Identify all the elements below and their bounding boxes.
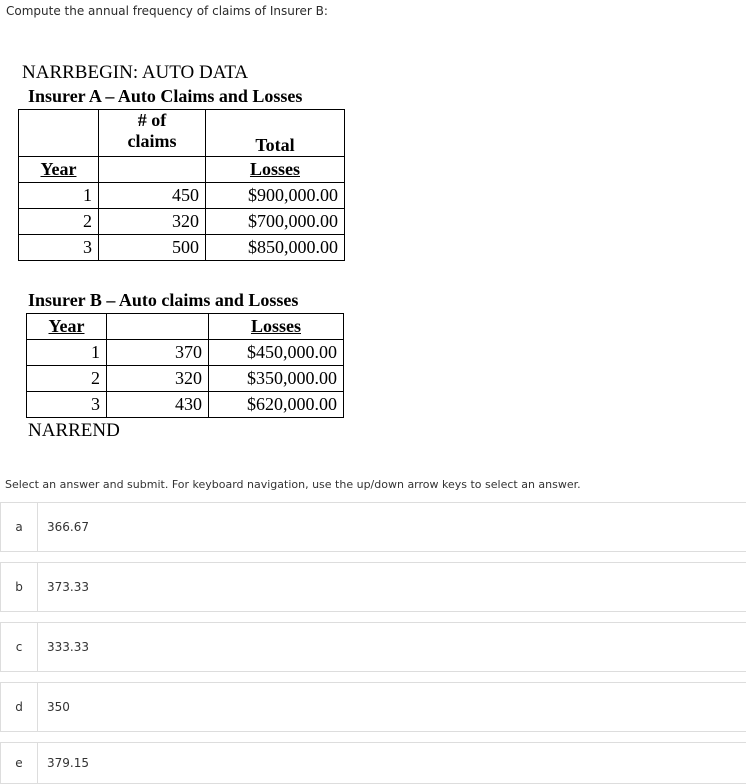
insurer-b-header-blank bbox=[107, 314, 209, 340]
narr-end-label: NARREND bbox=[28, 420, 120, 441]
answer-option-e[interactable] bbox=[0, 742, 746, 784]
option-text: 333.33 bbox=[47, 640, 89, 654]
insurer-b-header-losses: Losses bbox=[209, 314, 344, 340]
option-text: 366.67 bbox=[47, 520, 89, 534]
table-row bbox=[27, 340, 344, 366]
losses-cell: $350,000.00 bbox=[209, 366, 344, 392]
insurer-a-header-row bbox=[19, 110, 345, 157]
option-text: 373.33 bbox=[47, 580, 89, 594]
answer-option-d[interactable] bbox=[0, 682, 746, 732]
insurer-b-table bbox=[26, 313, 344, 418]
option-letter: d bbox=[1, 683, 38, 731]
insurer-a-header-claims bbox=[99, 110, 206, 157]
losses-cell: $620,000.00 bbox=[209, 392, 344, 418]
insurer-a-table bbox=[18, 109, 345, 261]
table-row bbox=[27, 366, 344, 392]
claims-cell: 370 bbox=[107, 340, 209, 366]
claims-cell: 320 bbox=[107, 366, 209, 392]
claims-cell: 450 bbox=[99, 183, 206, 209]
instructions-text: Select an answer and submit. For keyboard navigation, use the up/down arrow keys to select an answer. bbox=[5, 478, 581, 491]
claims-cell: 430 bbox=[107, 392, 209, 418]
insurer-b-caption: Insurer B – Auto claims and Losses bbox=[28, 290, 299, 310]
option-letter: c bbox=[1, 623, 38, 671]
losses-cell: $850,000.00 bbox=[206, 235, 345, 261]
year-cell: 2 bbox=[19, 209, 99, 235]
table-row bbox=[19, 209, 345, 235]
table-row bbox=[19, 183, 345, 209]
insurer-a-header-losses: Losses bbox=[206, 157, 345, 183]
year-cell: 2 bbox=[27, 366, 107, 392]
claims-cell: 500 bbox=[99, 235, 206, 261]
insurer-a-caption: Insurer A – Auto Claims and Losses bbox=[28, 86, 303, 106]
answer-option-b[interactable] bbox=[0, 562, 746, 612]
option-letter: e bbox=[1, 743, 38, 783]
insurer-a-header-total: Total bbox=[206, 110, 345, 157]
insurer-a-header-blank bbox=[19, 110, 99, 157]
answer-option-a[interactable] bbox=[0, 502, 746, 552]
question-text: Compute the annual frequency of claims of Insurer B: bbox=[6, 4, 328, 18]
option-text: 379.15 bbox=[47, 756, 89, 770]
insurer-a-subheader-blank bbox=[99, 157, 206, 183]
answer-option-c[interactable] bbox=[0, 622, 746, 672]
option-letter: a bbox=[1, 503, 38, 551]
option-text: 350 bbox=[47, 700, 70, 714]
losses-cell: $900,000.00 bbox=[206, 183, 345, 209]
insurer-a-header-year: Year bbox=[19, 157, 99, 183]
year-cell: 1 bbox=[27, 340, 107, 366]
insurer-b-header-year: Year bbox=[27, 314, 107, 340]
narr-begin-label: NARRBEGIN: AUTO DATA bbox=[22, 62, 249, 83]
year-cell: 1 bbox=[19, 183, 99, 209]
year-cell: 3 bbox=[27, 392, 107, 418]
insurer-b-header-row bbox=[27, 314, 344, 340]
insurer-a-header-claims-line1: # of bbox=[137, 110, 167, 130]
table-row bbox=[27, 392, 344, 418]
losses-cell: $700,000.00 bbox=[206, 209, 345, 235]
insurer-a-subheader-row bbox=[19, 157, 345, 183]
table-row bbox=[19, 235, 345, 261]
losses-cell: $450,000.00 bbox=[209, 340, 344, 366]
insurer-a-header-claims-line2: claims bbox=[127, 131, 177, 151]
claims-cell: 320 bbox=[99, 209, 206, 235]
year-cell: 3 bbox=[19, 235, 99, 261]
option-letter: b bbox=[1, 563, 38, 611]
